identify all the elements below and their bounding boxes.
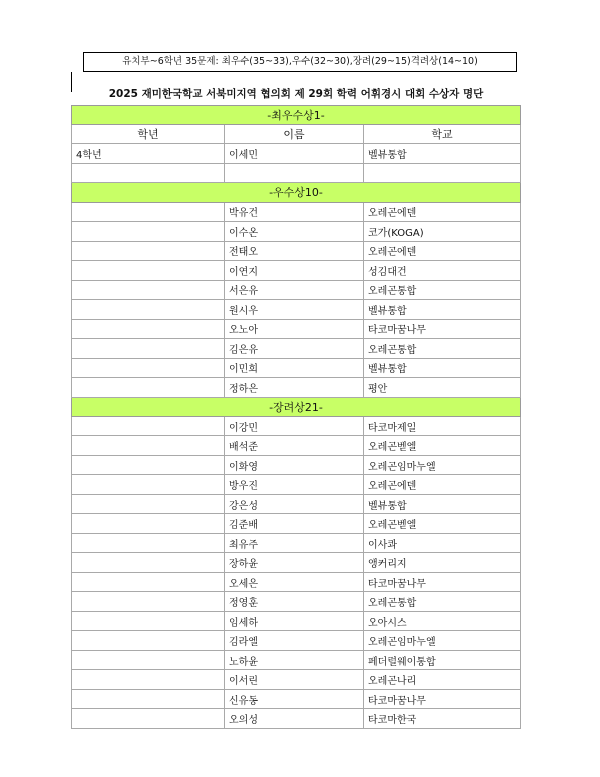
winner-school: 오레곤통합 (364, 280, 521, 300)
winner-school: 오레곤벧엘 (364, 436, 521, 456)
winner-grade (72, 514, 225, 534)
winner-row (72, 300, 521, 320)
winner-school: 타코마꿈나무 (364, 572, 521, 592)
section-label: -장려상21- (72, 397, 521, 416)
winner-name: 전태오 (225, 241, 364, 261)
winner-grade (72, 339, 225, 359)
winner-grade (72, 222, 225, 242)
winner-row (72, 222, 521, 242)
winner-school: 페더럴웨이통합 (364, 650, 521, 670)
column-header-grade: 학년 (72, 125, 225, 144)
winner-row (72, 553, 521, 573)
winner-name: 정하은 (225, 378, 364, 398)
winner-grade (72, 689, 225, 709)
winner-school: 오레곤임마누엘 (364, 631, 521, 651)
winner-school: 오레곤통합 (364, 592, 521, 612)
winner-name: 노하윤 (225, 650, 364, 670)
winner-name: 이연지 (225, 261, 364, 281)
winner-name: 오노아 (225, 319, 364, 339)
winner-school: 앵커리지 (364, 553, 521, 573)
winner-grade (72, 650, 225, 670)
winner-name: 신유동 (225, 689, 364, 709)
winner-row (72, 709, 521, 729)
winner-grade (72, 436, 225, 456)
winner-row (72, 436, 521, 456)
winner-name: 이서린 (225, 670, 364, 690)
winner-grade (72, 533, 225, 553)
winner-grade (72, 553, 225, 573)
winner-school: 오레곤에덴 (364, 241, 521, 261)
winner-row (72, 475, 521, 495)
winner-school: 오레곤벧엘 (364, 514, 521, 534)
winner-school: 타코마한국 (364, 709, 521, 729)
winner-grade (72, 261, 225, 281)
winner-grade (72, 319, 225, 339)
winner-school: 코가(KOGA) (364, 222, 521, 242)
section-label: -최우수상1- (72, 106, 521, 125)
scoring-criteria: 유치부~6학년 35문제: 최우수(35~33),우수(32~30),장려(29~15)격려상(14~10) (83, 52, 517, 72)
winner-row (72, 261, 521, 281)
winner-school: 오레곤에덴 (364, 202, 521, 222)
blank-cell (364, 163, 521, 183)
winner-name: 정영훈 (225, 592, 364, 612)
section-label: -우수상10- (72, 183, 521, 202)
winner-school: 벨뷰통합 (364, 300, 521, 320)
blank-cell (225, 163, 364, 183)
winner-grade (72, 455, 225, 475)
winner-school: 오아시스 (364, 611, 521, 631)
winner-grade (72, 416, 225, 436)
winner-name: 이민희 (225, 358, 364, 378)
award-winners-table (71, 105, 521, 729)
winner-grade (72, 592, 225, 612)
winner-school: 성김대건 (364, 261, 521, 281)
winner-school: 오레곤통합 (364, 339, 521, 359)
winner-row (72, 202, 521, 222)
winner-name: 임세하 (225, 611, 364, 631)
winner-grade (72, 631, 225, 651)
document-title: 2025 재미한국학교 서북미지역 협의회 제 29회 학력 어휘경시 대회 수상자 명단 (108, 88, 484, 100)
winner-grade (72, 572, 225, 592)
blank-cell (72, 163, 225, 183)
winner-school: 오레곤나리 (364, 670, 521, 690)
winner-school: 벨뷰통합 (364, 144, 521, 164)
winner-name: 오의성 (225, 709, 364, 729)
winner-name: 강은성 (225, 494, 364, 514)
winner-row (72, 455, 521, 475)
column-header-school: 학교 (364, 125, 521, 144)
winner-name: 원시우 (225, 300, 364, 320)
winner-name: 배석준 (225, 436, 364, 456)
winner-row (72, 670, 521, 690)
winner-school: 오레곤임마누엘 (364, 455, 521, 475)
winner-name: 이수온 (225, 222, 364, 242)
winner-name: 김준배 (225, 514, 364, 534)
winner-grade (72, 202, 225, 222)
winner-school: 타코마꿈나무 (364, 319, 521, 339)
winner-grade (72, 611, 225, 631)
section-header-grand (72, 106, 521, 125)
winner-name: 방우진 (225, 475, 364, 495)
winner-school: 오레곤에덴 (364, 475, 521, 495)
winner-row (72, 611, 521, 631)
winner-row (72, 358, 521, 378)
winner-row (72, 416, 521, 436)
winner-name: 오세은 (225, 572, 364, 592)
winner-row (72, 572, 521, 592)
winner-grade (72, 300, 225, 320)
winner-grade (72, 241, 225, 261)
winner-row (72, 494, 521, 514)
section-header-encouragement (72, 397, 521, 416)
winner-grade (72, 709, 225, 729)
winner-school: 벨뷰통합 (364, 494, 521, 514)
winner-name: 이강민 (225, 416, 364, 436)
winner-grade (72, 670, 225, 690)
winner-name: 이세민 (225, 144, 364, 164)
winner-school: 벨뷰통합 (364, 358, 521, 378)
winner-row (72, 533, 521, 553)
winner-school: 타코마제일 (364, 416, 521, 436)
winner-row (72, 319, 521, 339)
winner-grade (72, 494, 225, 514)
winner-grade (72, 280, 225, 300)
winner-row (72, 631, 521, 651)
winner-name: 이화영 (225, 455, 364, 475)
winner-row (72, 592, 521, 612)
winner-row (72, 280, 521, 300)
winner-name: 김은유 (225, 339, 364, 359)
winner-row (72, 689, 521, 709)
winner-name: 서은유 (225, 280, 364, 300)
winner-row (72, 378, 521, 398)
blank-row (72, 163, 521, 183)
winner-grade (72, 475, 225, 495)
winner-row (72, 144, 521, 164)
winner-school: 평안 (364, 378, 521, 398)
winner-school: 이사콰 (364, 533, 521, 553)
winner-name: 박유건 (225, 202, 364, 222)
winner-grade (72, 358, 225, 378)
winner-name: 김라엘 (225, 631, 364, 651)
winner-name: 장하윤 (225, 553, 364, 573)
winner-school: 타코마꿈나무 (364, 689, 521, 709)
winner-name: 최유주 (225, 533, 364, 553)
winner-row (72, 241, 521, 261)
winner-row (72, 514, 521, 534)
column-header-name: 이름 (225, 125, 364, 144)
winner-grade (72, 378, 225, 398)
winner-row (72, 339, 521, 359)
column-header-row (72, 125, 521, 144)
section-header-excellence (72, 183, 521, 202)
winner-grade: 4학년 (72, 144, 225, 164)
winner-row (72, 650, 521, 670)
